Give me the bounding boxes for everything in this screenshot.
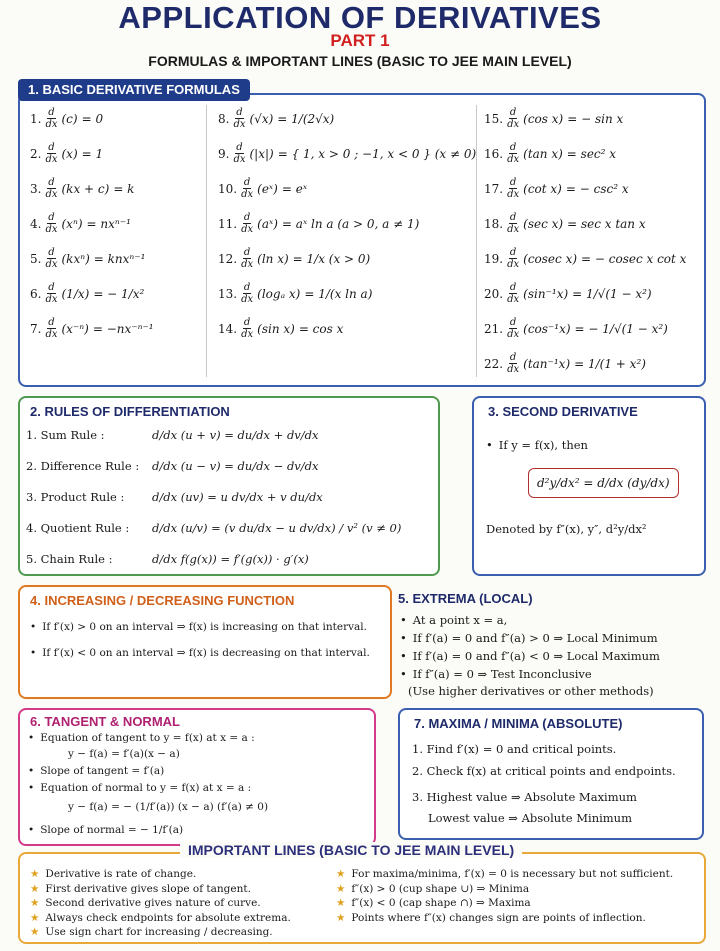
section-title-tangent: 6. TANGENT & NORMAL (30, 714, 180, 729)
formula-argument: (x) (61, 146, 78, 161)
formula-number: 3. (30, 181, 42, 196)
formula-number: 19. (484, 251, 504, 266)
formula-number: 10. (218, 181, 238, 196)
important-line-text: Second derivative gives nature of curve. (45, 897, 261, 909)
important-line-text: For maxima/minima, f′(x) = 0 is necessary but not sufficient. (351, 868, 674, 880)
rule-formula: d/dx (u + v) = du/dx + dv/dx (152, 428, 319, 442)
derivative-operator: d dx (241, 212, 254, 235)
important-lines-section (18, 842, 706, 944)
formula-item (484, 317, 668, 340)
formula-number: 12. (218, 251, 238, 266)
important-line-text: Derivative is rate of change. (45, 868, 197, 880)
formula-result: = k (113, 181, 135, 196)
formula-argument: (sin⁻¹x) (523, 286, 569, 301)
important-line-text: Use sign chart for increasing / decreasing. (45, 926, 273, 938)
rule-name: 5. Chain Rule : (26, 552, 113, 566)
star-icon: ★ (336, 868, 346, 880)
star-icon: ★ (30, 868, 40, 880)
important-line (30, 926, 273, 938)
formula-number: 11. (218, 216, 238, 231)
maxmin-step: 2. Check f(x) at critical points and endpoints. (412, 764, 676, 778)
formula-argument: (xⁿ) (61, 216, 83, 231)
maxmin-step: 3. Highest value ⇒ Absolute Maximum (412, 790, 637, 804)
rule-formula: d/dx (u/v) = (v du/dx − u dv/dx) / v² (v ≠ 0) (152, 521, 402, 535)
important-line (336, 897, 531, 909)
formula-item (218, 107, 334, 130)
star-icon: ★ (30, 911, 40, 924)
second-derivative-formula: d²y/dx² = d/dx (dy/dx) (528, 468, 679, 498)
formula-result: = 1/x (x > 0) (292, 251, 371, 266)
formula-result: = 1/(2√x) (277, 111, 335, 126)
important-line (336, 868, 673, 880)
formula-argument: (cos⁻¹x) (523, 321, 571, 336)
formula-number: 9. (218, 146, 230, 161)
formula-number: 1. (30, 111, 42, 126)
tangent-normal-section (18, 708, 376, 846)
formula-argument: (x⁻ⁿ) (61, 321, 89, 336)
formula-item (30, 282, 144, 305)
second-derivative-section (472, 396, 706, 576)
important-line-text: First derivative gives slope of tangent. (45, 882, 251, 895)
maxmin-step: Lowest value ⇒ Absolute Minimum (428, 811, 632, 825)
formula-number: 5. (30, 251, 42, 266)
formula-item (484, 212, 646, 235)
local-extrema-section (398, 585, 706, 699)
important-line (30, 883, 251, 895)
extrema-note: (Use higher derivatives or other methods) (408, 684, 654, 698)
formula-result: = 1 (81, 146, 104, 161)
important-line (30, 912, 291, 924)
derivative-operator: d dx (45, 282, 58, 305)
important-line-text: f″(x) > 0 (cup shape ∪) ⇒ Minima (351, 882, 530, 895)
formula-result: = { 1, x > 0 ; −1, x < 0 } (x ≠ 0) (277, 146, 477, 161)
formula-result: = − 1/√(1 − x²) (574, 321, 668, 336)
formula-result: = − cosec x cot x (581, 251, 687, 266)
section-title-rules: 2. RULES OF DIFFERENTIATION (30, 404, 230, 419)
second-intro: • If y = f(x), then (486, 438, 588, 452)
formula-number: 7. (30, 321, 42, 336)
formula-number: 20. (484, 286, 504, 301)
formula-argument: (|x|) (249, 146, 274, 161)
formula-item (218, 177, 307, 200)
rule-name: 2. Difference Rule : (26, 459, 140, 473)
formula-item (30, 212, 131, 235)
formula-argument: (c) (61, 111, 78, 126)
formula-result: = − sin x (567, 111, 624, 126)
star-icon: ★ (336, 897, 346, 909)
formula-item (30, 317, 154, 340)
increasing-decreasing-section (18, 585, 392, 699)
part-label: PART 1 (330, 31, 390, 50)
important-line-text: Always check endpoints for absolute extrema. (45, 911, 291, 924)
star-icon: ★ (30, 882, 40, 895)
derivative-operator: d dx (45, 212, 58, 235)
formula-number: 6. (30, 286, 42, 301)
derivative-operator: d dx (45, 247, 58, 270)
formula-argument: (aˣ) (257, 216, 278, 231)
page-title: APPLICATION OF DERIVATIVES (118, 0, 602, 35)
formula-result: = eˣ (281, 181, 308, 196)
important-line (336, 912, 646, 924)
increasing-rule: • If f′(x) > 0 on an interval ⇒ f(x) is increasing on that interval. (30, 621, 367, 633)
maxmin-step: 1. Find f′(x) = 0 and critical points. (412, 742, 617, 756)
formula-item (30, 247, 145, 270)
rules-section (18, 396, 440, 576)
normal-slope: • Slope of normal = − 1/f′(a) (28, 824, 183, 836)
column-divider (206, 105, 207, 377)
second-denoted: Denoted by f″(x), y″, d²y/dx² (486, 522, 647, 536)
formula-number: 2. (30, 146, 42, 161)
section-title-important: IMPORTANT LINES (BASIC TO JEE MAIN LEVEL) (180, 842, 522, 858)
rule-name: 1. Sum Rule : (26, 428, 105, 442)
derivative-operator: d dx (507, 317, 520, 340)
derivative-operator: d dx (241, 247, 254, 270)
formula-argument: (eˣ) (257, 181, 278, 196)
formula-number: 22. (484, 356, 504, 371)
formula-item (30, 107, 103, 130)
important-line (30, 868, 196, 880)
derivative-operator: d dx (241, 282, 254, 305)
formula-result: = 1/(1 + x²) (574, 356, 646, 371)
important-line-text: Points where f″(x) changes sign are points of inflection. (351, 911, 646, 924)
section-title-maxmin: 7. MAXIMA / MINIMA (ABSOLUTE) (414, 716, 623, 731)
derivative-operator: d dx (233, 142, 246, 165)
formula-argument: (kxⁿ) (61, 251, 90, 266)
important-line (30, 897, 261, 909)
formula-item (218, 212, 419, 235)
derivative-operator: d dx (45, 142, 58, 165)
star-icon: ★ (336, 882, 346, 895)
formula-result: = cos x (298, 321, 344, 336)
formula-item (484, 142, 616, 165)
derivative-operator: d dx (507, 212, 520, 235)
formula-item (218, 282, 372, 305)
basic-formulas-section (18, 93, 706, 387)
derivative-operator: d dx (45, 107, 58, 130)
tangent-slope: • Slope of tangent = f′(a) (28, 765, 164, 777)
formula-number: 4. (30, 216, 42, 231)
formula-result: = − 1/x² (93, 286, 145, 301)
formula-item (484, 282, 652, 305)
formula-item (218, 142, 476, 165)
derivative-operator: d dx (241, 177, 254, 200)
star-icon: ★ (30, 926, 40, 938)
formula-argument: (1/x) (61, 286, 90, 301)
formula-item (218, 247, 370, 270)
formula-argument: (logₐ x) (257, 286, 301, 301)
page-subtitle: FORMULAS & IMPORTANT LINES (BASIC TO JEE MAIN LEVEL) (148, 53, 572, 69)
formula-item (484, 177, 629, 200)
formula-result: = −nx⁻ⁿ⁻¹ (92, 321, 154, 336)
formula-number: 13. (218, 286, 238, 301)
formula-argument: (cot x) (523, 181, 562, 196)
derivative-operator: d dx (507, 282, 520, 305)
formula-item (484, 352, 646, 375)
formula-number: 14. (218, 321, 238, 336)
column-divider (476, 105, 477, 377)
rule-formula: d/dx (u − v) = du/dx − dv/dx (152, 459, 319, 473)
formula-result: = 1/√(1 − x²) (572, 286, 652, 301)
formula-result: = 0 (81, 111, 104, 126)
formula-item (218, 317, 343, 340)
formula-number: 21. (484, 321, 504, 336)
section-title-increasing: 4. INCREASING / DECREASING FUNCTION (30, 593, 295, 608)
derivative-operator: d dx (507, 352, 520, 375)
normal-equation: y − f(a) = − (1/f′(a)) (x − a) (f′(a) ≠ 0) (68, 801, 269, 813)
formula-number: 8. (218, 111, 230, 126)
formula-number: 16. (484, 146, 504, 161)
formula-argument: (tan x) (523, 146, 563, 161)
formula-argument: (sec x) (523, 216, 564, 231)
formula-argument: (cos x) (523, 111, 564, 126)
formula-result: = − csc² x (565, 181, 629, 196)
formula-argument: (√x) (249, 111, 274, 126)
rule-formula: d/dx f(g(x)) = f′(g(x)) · g′(x) (152, 552, 309, 566)
derivative-operator: d dx (507, 177, 520, 200)
decreasing-rule: • If f′(x) < 0 on an interval ⇒ f(x) is decreasing on that interval. (30, 647, 370, 659)
important-line (336, 883, 529, 895)
formula-argument: (kx + c) (61, 181, 110, 196)
formula-number: 17. (484, 181, 504, 196)
formula-number: 15. (484, 111, 504, 126)
formula-result: = sec x tan x (567, 216, 646, 231)
tangent-equation: y − f(a) = f′(a)(x − a) (68, 748, 180, 760)
derivative-operator: d dx (45, 177, 58, 200)
formula-argument: (ln x) (257, 251, 289, 266)
formula-result: = nxⁿ⁻¹ (86, 216, 131, 231)
formula-result: = knxⁿ⁻¹ (93, 251, 146, 266)
formula-item (484, 247, 686, 270)
rule-name: 4. Quotient Rule : (26, 521, 130, 535)
normal-line: • Equation of normal to y = f(x) at x = a : (28, 782, 251, 794)
section-title-basic: 1. BASIC DERIVATIVE FORMULAS (18, 79, 250, 101)
important-line-text: f″(x) < 0 (cap shape ∩) ⇒ Maxima (351, 897, 531, 909)
formula-item (30, 142, 103, 165)
formula-result: = sec² x (566, 146, 617, 161)
formula-item (30, 177, 134, 200)
extrema-line: • At a point x = a, (400, 613, 507, 627)
derivative-operator: d dx (507, 107, 520, 130)
formula-result: = aˣ ln a (a > 0, a ≠ 1) (281, 216, 420, 231)
rule-formula: d/dx (uv) = u dv/dx + v du/dx (152, 490, 323, 504)
star-icon: ★ (336, 911, 346, 924)
extrema-line: • If f′(a) = 0 and f″(a) > 0 ⇒ Local Minimum (400, 631, 658, 645)
formula-argument: (cosec x) (523, 251, 578, 266)
absolute-extrema-section (398, 708, 704, 840)
formula-argument: (tan⁻¹x) (523, 356, 571, 371)
section-title-second: 3. SECOND DERIVATIVE (488, 404, 638, 419)
derivative-operator: d dx (241, 317, 254, 340)
derivative-operator: d dx (233, 107, 246, 130)
formula-argument: (sin x) (257, 321, 295, 336)
tangent-line: • Equation of tangent to y = f(x) at x = a : (28, 732, 255, 744)
derivative-operator: d dx (507, 142, 520, 165)
rule-name: 3. Product Rule : (26, 490, 125, 504)
extrema-line: • If f′(a) = 0 and f″(a) < 0 ⇒ Local Maximum (400, 649, 660, 663)
section-title-extrema: 5. EXTREMA (LOCAL) (398, 591, 533, 606)
star-icon: ★ (30, 897, 40, 909)
derivative-operator: d dx (507, 247, 520, 270)
formula-result: = 1/(x ln a) (304, 286, 373, 301)
formula-number: 18. (484, 216, 504, 231)
formula-item (484, 107, 623, 130)
extrema-line: • If f″(a) = 0 ⇒ Test Inconclusive (400, 667, 592, 681)
derivative-operator: d dx (45, 317, 58, 340)
